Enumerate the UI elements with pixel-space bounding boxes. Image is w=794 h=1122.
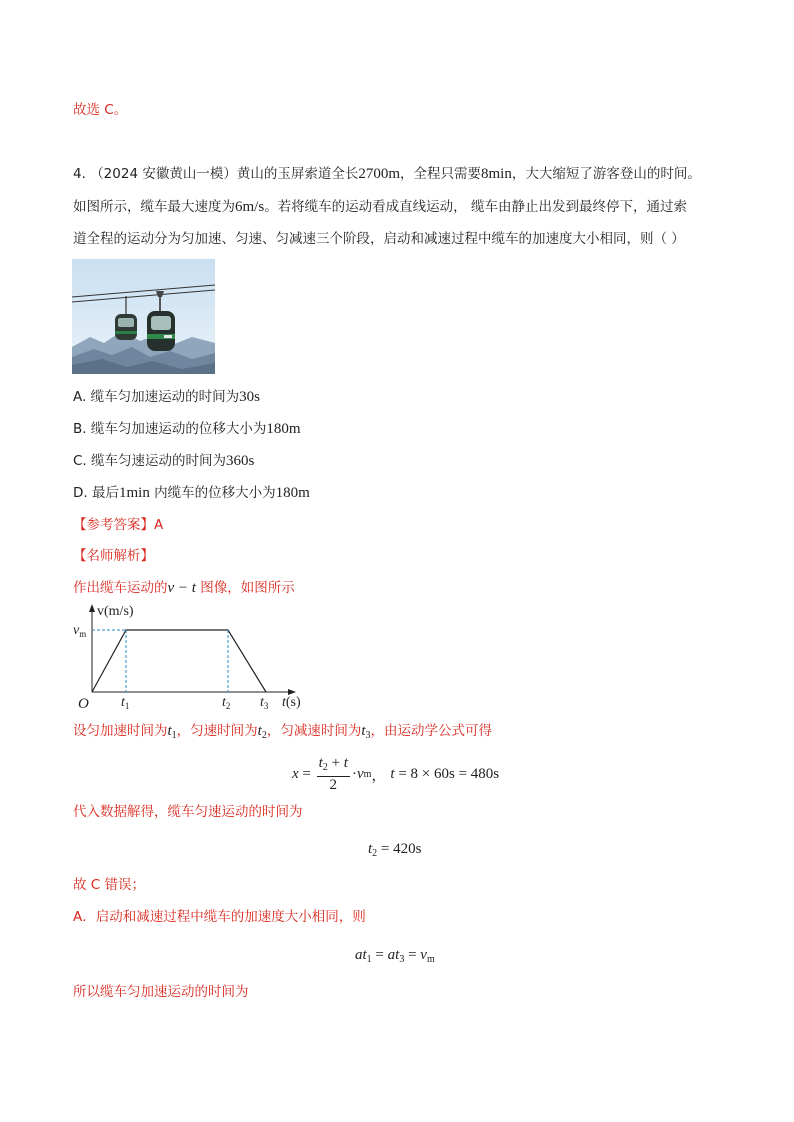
question-line-2 xyxy=(73,198,687,216)
trip-duration: 8min xyxy=(481,166,512,182)
eq-term: 3 xyxy=(399,954,405,965)
option-value: 180m xyxy=(275,485,310,501)
analysis-text: 作出缆车运动的 xyxy=(73,580,168,596)
velocity-curve xyxy=(92,630,266,692)
cable-car-illustration xyxy=(72,259,215,374)
x-axis-label: t(s) xyxy=(282,695,301,710)
substitute-line: 代入数据解得，缆车匀速运动的时间为 xyxy=(73,804,303,820)
cable-car-photo xyxy=(72,259,215,374)
vt-graph-svg xyxy=(70,600,310,712)
t2-symbol: $t_2$ xyxy=(257,723,267,741)
eq-term: t xyxy=(390,765,395,782)
option-a xyxy=(73,388,260,406)
eq-term: v xyxy=(420,947,427,963)
eq-term: · xyxy=(351,765,357,782)
analysis-heading: 【名师解析】 xyxy=(73,548,154,564)
t2-label: $t_2$ xyxy=(222,695,231,711)
question-text: 。若将缆车的运动看成直线运动， 缆车由静止出发到最终停下，通过索 xyxy=(264,199,687,215)
option-text: 最后 xyxy=(91,485,119,501)
question-text: ，全程只需要 xyxy=(400,166,482,182)
setup-line xyxy=(73,722,492,745)
option-d xyxy=(73,484,310,502)
a-analysis-line: A．启动和减速过程中缆车的加速度大小相同，则 xyxy=(73,909,366,925)
analysis-text: ，匀速时间为 xyxy=(176,723,258,739)
t1-label: $t_1$ xyxy=(121,695,130,711)
equation-uniform-time xyxy=(368,838,421,859)
option-value: 30s xyxy=(239,389,260,405)
eq-term: = xyxy=(298,765,315,782)
vt-graph xyxy=(70,600,310,712)
option-value: 1min xyxy=(118,485,150,501)
eq-term: 1 xyxy=(366,954,372,965)
eq-term: at xyxy=(387,947,400,963)
option-value: 360s xyxy=(226,453,255,469)
max-speed: 6m/s xyxy=(235,199,265,215)
eq-term: = xyxy=(404,947,421,963)
t3-symbol: $t_3$ xyxy=(361,723,371,741)
eq-term: ， xyxy=(371,767,387,784)
eq-term: 2 xyxy=(372,848,378,859)
equation-acceleration xyxy=(355,944,435,965)
origin-label: O xyxy=(78,696,89,712)
eq-term: x xyxy=(292,765,299,782)
t1-symbol: $t_1$ xyxy=(167,723,177,741)
option-label: A. xyxy=(73,389,87,405)
question-number: 4. xyxy=(73,166,86,182)
c-wrong-line: 故 C 错误； xyxy=(73,877,146,893)
option-text: 缆车匀速运动的时间为 xyxy=(91,453,227,469)
vm-label: $v_m$ xyxy=(73,623,87,639)
eq-term: v xyxy=(356,765,364,782)
option-b xyxy=(73,420,301,438)
graph-intro xyxy=(73,579,295,597)
question-text: ，大大缩短了游客登山的时间。 xyxy=(511,166,701,182)
eq-term: at xyxy=(355,947,367,963)
question-source: （2024 安徽黄山一模） xyxy=(90,166,237,182)
question-line-1 xyxy=(73,165,701,183)
option-c xyxy=(73,452,254,470)
y-axis-arrow xyxy=(89,604,95,612)
analysis-text: 图像，如图所示 xyxy=(195,580,295,596)
eq-term: = 420s xyxy=(377,841,422,857)
eq-term: = xyxy=(371,947,388,963)
eq-fraction: $\frac{t_2 + t}{2}$ xyxy=(318,754,348,793)
prev-answer: 故选 C。 xyxy=(73,102,128,118)
question-text: 如图所示，缆车最大速度为 xyxy=(73,199,235,215)
equation-displacement xyxy=(292,752,499,796)
reference-answer: 【参考答案】A xyxy=(73,517,164,533)
option-text: 缆车匀加速运动的时间为 xyxy=(90,389,240,405)
eq-term: t xyxy=(368,841,373,857)
option-label: D. xyxy=(73,485,88,501)
eq-term: m xyxy=(426,954,435,965)
question-line-3: 道全程的运动分为匀加速、匀速、匀减速三个阶段，启动和减速过程中缆车的加速度大小相同，则（ ） xyxy=(73,231,685,247)
y-axis-label: v(m/s) xyxy=(97,604,134,619)
option-text: 缆车匀加速运动的位移大小为 xyxy=(90,421,267,437)
option-label: B. xyxy=(73,421,87,437)
eq-term: = 8 × 60s = 480s xyxy=(394,765,500,782)
analysis-text: 设匀加速时间为 xyxy=(73,723,168,739)
option-text: 内缆车的位移大小为 xyxy=(154,485,276,501)
option-value: 180m xyxy=(266,421,301,437)
t3-label: $t_3$ xyxy=(260,695,269,711)
option-label: C. xyxy=(73,453,87,469)
eq-term: m xyxy=(363,768,372,780)
analysis-text: ，由运动学公式可得 xyxy=(370,723,493,739)
track-length: 2700m xyxy=(358,166,401,182)
question-text: 黄山的玉屏索道全长 xyxy=(236,166,359,182)
graph-variable: v − t xyxy=(167,580,196,596)
so-line: 所以缆车匀加速运动的时间为 xyxy=(73,984,249,1000)
analysis-text: ，匀减速时间为 xyxy=(266,723,362,739)
